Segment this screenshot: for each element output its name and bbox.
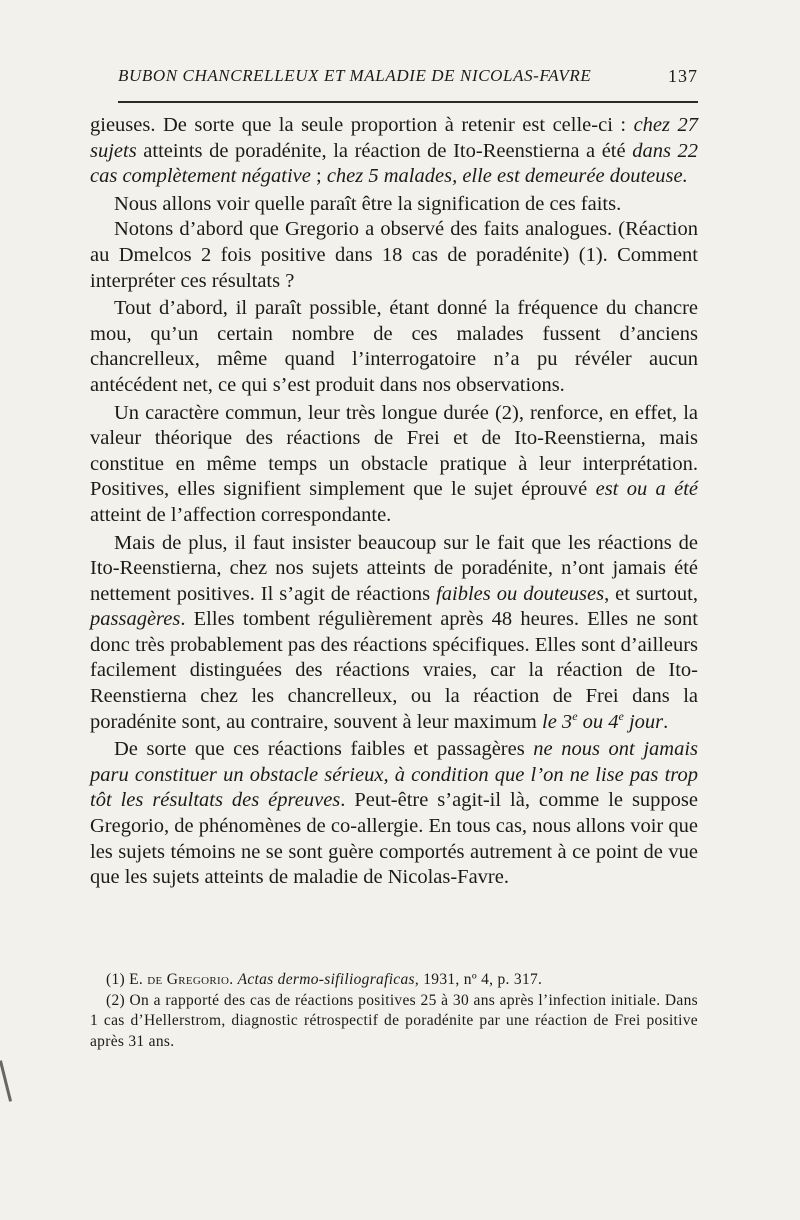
footnote-1 [90, 970, 698, 991]
footnote-2: (2) On a rapporté des cas de réactions positives 25 à 30 ans après l’infection initiale. Dans 1 cas d’Hellerstrom, diagnostic rétrospectif de poradénite par une réaction de Frei positive après 31 ans. [90, 991, 698, 1050]
text-run: le 3 [542, 710, 573, 733]
text-run: (1) E. [106, 971, 148, 988]
paragraph-1 [90, 113, 698, 190]
paragraph-4: Tout d’abord, il paraît possible, étant donné la fréquence du chancre mou, qu’un certain nombre de ces malades fussent d’anciens chancrelleux, même quand l’interrogatoire n’a pu révéler aucun antécédent net, ce qui s’est produit dans nos observations. [90, 297, 698, 396]
superscript: e [572, 708, 578, 723]
text-run: . [229, 971, 238, 988]
paragraph-5 [90, 401, 698, 529]
text-run: atteints de poradénite, la réaction de Ito-Reenstierna a été [136, 139, 633, 162]
footnotes [90, 970, 698, 1052]
text-run: ou 4 [577, 710, 619, 733]
running-title: BUBON CHANCRELLEUX ET MALADIE DE NICOLAS-FAVRE [118, 66, 592, 85]
text-run: jour [623, 710, 664, 733]
paragraph-3: Notons d’abord que Gregorio a observé des faits analogues. (Réaction au Dmelcos 2 fois positive dans 18 cas de poradénite) (1). Comment interpréter ces résultats ? [90, 218, 698, 292]
running-header [118, 66, 698, 100]
italic-run: dans 22 cas complètement négative [90, 139, 698, 188]
italic-run [542, 708, 664, 733]
header-rule [118, 101, 698, 103]
text-run: Un caractère commun, leur très longue durée (2), renforce, en effet, la valeur théorique des réactions de Frei et de Ito-Reenstierna, mais constitue en même temps un obstacle pratique à leur interprétation. Positives, elles signifient simplement que le sujet éprouvé [90, 401, 698, 501]
paragraph-6 [90, 531, 698, 736]
footnote-title: Actas dermo-sifiliograficas [237, 971, 415, 988]
text-run: atteint de l’affection correspondante. [90, 503, 392, 526]
text-run: Mais de plus, il faut insister beaucoup sur le fait que les réactions de Ito-Reenstierna, chez nos sujets atteints de poradénite, n’ont jamais été nettement positives. Il s’agit de réactions [90, 531, 698, 605]
text-run: ; [310, 165, 327, 188]
text-run: . Peut-être s’agit-il là, comme le suppose Gregorio, de phénomènes de co-allergie. En tous cas, nous allons voir que les sujets témoins ne se sont guère comportés autrement à ce point de vue que les sujets atteints de maladie de Nicolas-Favre. [90, 789, 698, 889]
text-run: . Elles tombent régulièrement après 48 heures. Elles ne sont donc très probablement pas des réactions spécifiques. Elles sont d’ailleurs facilement distinguées des réactions vraies, car la réaction de Ito-Reenstierna chez les chancrelleux, ou la réaction de Frei dans la poradénite sont, au contraire, souvent à leur maximum [90, 608, 698, 733]
italic-run: faibles ou douteuses [436, 582, 605, 605]
main-text [90, 113, 698, 891]
superscript: e [618, 708, 624, 723]
italic-run: est ou a été [595, 478, 698, 501]
paragraph-7 [90, 737, 698, 891]
paragraph-2: Nous allons voir quelle paraît être la signification de ces faits. [114, 192, 622, 215]
page-number: 137 [668, 66, 698, 86]
italic-run: chez 27 sujets [90, 114, 698, 162]
italic-run: passagères [90, 608, 181, 631]
italic-run: ne nous ont jamais paru constituer un obstacle sérieux, à condition que l’on ne lise pas trop tôt les résultats des épreuves [90, 738, 698, 812]
margin-mark [0, 1060, 12, 1101]
text-run: gieuses. De sorte que la seule proportion à retenir est celle-ci : [90, 114, 634, 136]
text-run: , 1931, nº 4, p. 317. [414, 971, 543, 988]
text-run: De sorte que ces réactions faibles et passagères [114, 738, 534, 761]
text-run: , et surtout, [604, 582, 698, 605]
footnote-author: de Gregorio [147, 971, 230, 988]
italic-run: chez 5 malades, elle est demeurée douteuse. [326, 165, 688, 188]
text-run: . [663, 710, 669, 733]
